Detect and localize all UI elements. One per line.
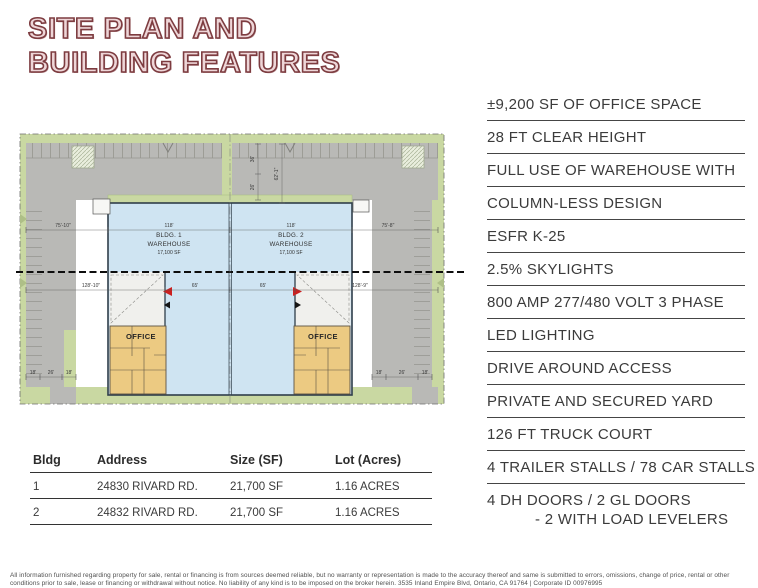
cell-bldg: 1 — [33, 481, 40, 493]
feature-item: 28 FT CLEAR HEIGHT — [487, 121, 745, 154]
feature-item: ESFR K-25 — [487, 220, 745, 253]
utility-pad-right — [402, 146, 424, 168]
disclaimer-text: All information furnished regarding property for sale, rental or financing is from sources deemed reliable, but no warranty or representation is made to the accuracy thereof and same is submitted to errors, omissions, change of price, rental or other conditions prior to sale, lease or financing or withdrawal without notice. No liability of any kind is to be imposed on the broker herein. 3535 Inland Empire Blvd, Ontario, CA 91764 | Corporate ID 00976995 — [10, 572, 730, 587]
cell-lot: 1.16 ACRES — [335, 507, 400, 519]
dim-b2-width: 118' — [286, 223, 296, 229]
feature-item: 4 TRAILER STALLS / 78 CAR STALLS — [487, 451, 745, 484]
cell-lot: 1.16 ACRES — [335, 481, 400, 493]
col-header-size: Size (SF) — [230, 453, 283, 467]
dim-top-depth1: 36' — [250, 155, 256, 163]
cell-bldg: 2 — [33, 507, 40, 519]
office1-label: OFFICE — [126, 332, 156, 341]
feature-item: 800 AMP 277/480 VOLT 3 PHASE — [487, 286, 745, 319]
office2-label: OFFICE — [308, 332, 338, 341]
feature-item: LED LIGHTING — [487, 319, 745, 352]
col-header-address: Address — [97, 453, 148, 467]
dim-left-yard: 75'-10" — [55, 223, 71, 229]
page-title-line2: BUILDING FEATURES — [28, 47, 341, 79]
site-plan — [14, 130, 467, 432]
feature-item-line2: - 2 WITH LOAD LEVELERS — [535, 511, 729, 528]
building-block — [93, 195, 369, 395]
page-title — [28, 12, 341, 80]
feature-item — [487, 484, 745, 528]
feature-item-line1: 4 DH DOORS / 2 GL DOORS — [487, 492, 691, 509]
dim-b1-width: 118' — [164, 223, 174, 229]
feature-item: PRIVATE AND SECURED YARD — [487, 385, 745, 418]
dim-stall-r1: 18' — [375, 370, 383, 376]
bldg2-size: 17,100 SF — [279, 250, 303, 256]
cell-size: 21,700 SF — [230, 507, 284, 519]
feature-item: 2.5% SKYLIGHTS — [487, 253, 745, 286]
page-title-line1: SITE PLAN AND — [28, 13, 258, 45]
bldg2-type: WAREHOUSE — [269, 241, 313, 248]
cell-size: 21,700 SF — [230, 481, 284, 493]
dim-right-yard: 75'-8" — [381, 223, 395, 229]
utility-pad-left — [72, 146, 94, 168]
building-table — [30, 448, 432, 525]
feature-item: DRIVE AROUND ACCESS — [487, 352, 745, 385]
col-header-lot: Lot (Acres) — [335, 453, 401, 467]
bldg1-type: WAREHOUSE — [147, 241, 191, 248]
dim-stall-r2: 18' — [421, 370, 429, 376]
bldg1-name: BLDG. 1 — [156, 232, 182, 239]
dim-b1-bay: 65' — [191, 283, 199, 289]
dim-stall-l1: 18' — [29, 370, 37, 376]
feature-item: 126 FT TRUCK COURT — [487, 418, 745, 451]
feature-item: COLUMN-LESS DESIGN — [487, 187, 745, 220]
dim-aisle-l: 26' — [47, 370, 55, 376]
feature-item: FULL USE OF WAREHOUSE WITH — [487, 154, 745, 187]
cell-address: 24830 RIVARD RD. — [97, 481, 198, 493]
table-header-row — [30, 448, 432, 473]
feature-list — [487, 88, 756, 528]
dim-top-total: 62'-1" — [274, 167, 280, 181]
dim-aisle-r: 26' — [398, 370, 406, 376]
dim-stall-l2: 18' — [65, 370, 73, 376]
dim-left-court: 128'-10" — [81, 283, 101, 289]
dim-top-depth2: 26' — [250, 183, 256, 191]
dim-right-court: 128'-9" — [352, 283, 368, 289]
table-row — [30, 499, 432, 525]
cell-address: 24832 RIVARD RD. — [97, 507, 198, 519]
feature-item: ±9,200 SF OF OFFICE SPACE — [487, 88, 745, 121]
bldg1-size: 17,100 SF — [157, 250, 181, 256]
col-header-bldg: Bldg — [33, 453, 61, 467]
table-row — [30, 473, 432, 499]
bldg2-name: BLDG. 2 — [278, 232, 304, 239]
dim-b2-bay: 65' — [259, 283, 267, 289]
